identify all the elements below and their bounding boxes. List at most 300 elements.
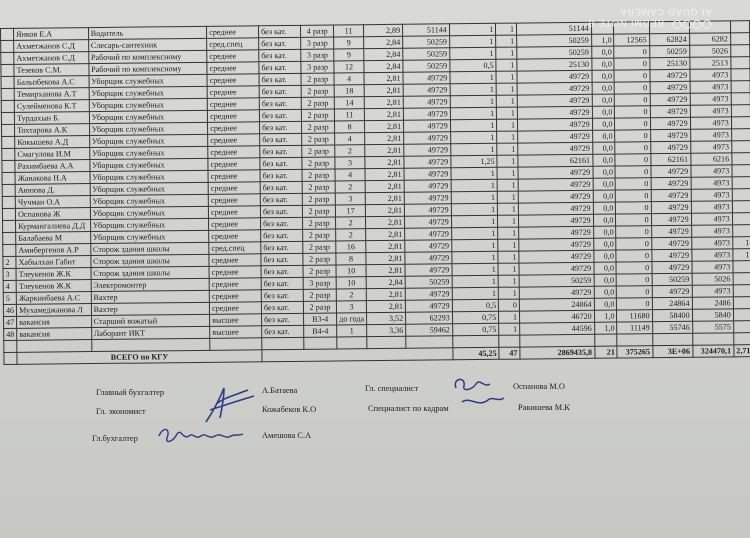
cell-num: 3 [3, 268, 16, 280]
cell-c3: 50259 [652, 273, 692, 285]
blank-cell [406, 336, 453, 348]
cell-c3: 49729 [651, 249, 691, 261]
cell-exp: до года [337, 313, 367, 325]
cell-name: Балабаева М [16, 232, 91, 245]
specialist-title: Гл. специалист [365, 384, 419, 393]
cell-grade: 3 разр [303, 277, 336, 289]
blank-cell [499, 335, 520, 347]
total-c3: 3E+06 [652, 345, 692, 357]
cell-base: 49729 [403, 72, 450, 84]
cell-num [2, 124, 15, 136]
cell-c4: 5840 [692, 309, 733, 321]
cell-position: Уборщик служебных [90, 206, 209, 219]
cell-c2: 11680 [617, 310, 652, 322]
cell-grade: 2 разр [303, 229, 336, 241]
cell-extra [733, 261, 750, 273]
cell-extra [731, 141, 750, 153]
economist-name: Кожабеков К.О [262, 405, 317, 414]
cell-position: Уборщик служебных [89, 86, 208, 99]
cell-c1: 0,0 [593, 202, 616, 214]
cell-salary: 49729 [518, 166, 593, 179]
cell-extra [730, 33, 749, 45]
specialist-name: Оспанова М.О [513, 382, 565, 391]
cell-base: 49729 [404, 132, 451, 144]
cell-units: 1 [498, 251, 519, 263]
cell-num [1, 88, 14, 100]
cell-coef: 2,81 [365, 180, 404, 192]
cell-salary: 49729 [517, 106, 592, 119]
cell-extra [731, 81, 750, 93]
cell-grade: 2 разр [302, 169, 335, 181]
cell-position: Электромонтер [91, 278, 210, 291]
cell-name: Смагулова И.М [15, 148, 90, 161]
cell-c4: 4973 [690, 93, 731, 105]
cell-salary: 24864 [519, 298, 594, 311]
cell-edu: среднее [209, 230, 261, 243]
cell-num [2, 136, 15, 148]
cell-extra: 1 [733, 249, 750, 261]
cell-position: Сторож здания школы [91, 254, 210, 267]
cell-position: Вахтер [91, 290, 210, 303]
cell-edu: среднее [207, 98, 259, 111]
cell-exp: 14 [334, 97, 364, 109]
cell-units: 1 [499, 323, 520, 335]
cell-position: Уборщик служебных [90, 218, 209, 231]
cell-grade: 4 разр [301, 25, 334, 37]
cell-rate: 1 [450, 83, 497, 95]
blank-cell [4, 340, 17, 352]
cell-coef: 2,81 [366, 300, 405, 312]
cell-salary: 49729 [518, 130, 593, 143]
cell-cat: без кат. [259, 49, 301, 61]
cell-c4: 4973 [691, 237, 732, 249]
cell-cat: без кат. [260, 145, 302, 157]
cell-c1: 1,0 [594, 310, 617, 322]
cell-salary: 50259 [519, 274, 594, 287]
cell-edu: среднее [208, 146, 260, 159]
cell-c3: 24864 [652, 297, 692, 309]
cell-grade: В3-4 [304, 313, 337, 325]
cell-coef: 2,84 [364, 60, 403, 72]
cell-base: 49729 [405, 216, 452, 228]
cell-rate: 1 [449, 47, 496, 59]
cell-position: Уборщик служебных [90, 194, 209, 207]
cell-base: 49729 [405, 288, 452, 300]
chief-accountant-title: Главный бухгалтер [96, 388, 165, 397]
watermark-line1: REDMI NOTE 8 [588, 18, 665, 28]
cell-c4: 2513 [689, 57, 730, 69]
cell-exp: 2 [336, 229, 366, 241]
cell-c2: 0 [617, 298, 652, 310]
cell-cat: без кат. [260, 121, 302, 133]
cell-position: Уборщик служебных [89, 74, 208, 87]
cell-c3: 62824 [649, 33, 689, 45]
cell-coef: 2,81 [364, 72, 403, 84]
cell-rate: 1 [449, 23, 496, 35]
chief-accountant-name: А.Батаева [262, 386, 298, 395]
total-empty-cell [4, 352, 17, 364]
cell-extra [733, 321, 750, 333]
cell-salary: 44596 [520, 322, 595, 335]
cell-grade: 2 разр [302, 181, 335, 193]
cell-coef: 2,81 [365, 168, 404, 180]
cell-exp: 10 [336, 265, 366, 277]
cell-c1: 0,0 [592, 82, 615, 94]
cell-c3: 49729 [650, 81, 690, 93]
cell-cat: без кат. [260, 157, 302, 169]
cell-name: Сулейменова К.Т [14, 100, 89, 113]
cell-units: 1 [498, 215, 519, 227]
blank-cell [304, 337, 337, 349]
cell-units: 1 [498, 203, 519, 215]
cell-c3: 49729 [650, 69, 690, 81]
cell-num [1, 100, 14, 112]
cell-c4: 4973 [690, 129, 731, 141]
cell-grade: 3 разр [301, 37, 334, 49]
cell-units: 1 [496, 71, 517, 83]
cell-c2: 0 [616, 178, 651, 190]
cell-extra [731, 129, 750, 141]
blank-cell [652, 333, 692, 345]
cell-c1: 0,0 [594, 298, 617, 310]
cell-exp: 3 [335, 193, 365, 205]
cell-c1: 0,0 [593, 214, 616, 226]
cell-name: Жаркинбаева А.С [16, 292, 91, 305]
cell-base: 50259 [403, 48, 450, 60]
total-empty-cell [262, 348, 453, 362]
cell-c3: 49729 [651, 177, 691, 189]
cell-units: 1 [498, 239, 519, 251]
cell-edu: среднее [210, 302, 262, 315]
cell-exp: 2 [335, 181, 365, 193]
cell-position: Старший вожатый [91, 314, 210, 327]
cell-salary: 49729 [519, 250, 594, 263]
watermark-line2: AI QUAD CAMERA [619, 7, 712, 17]
cell-num: 47 [4, 316, 17, 328]
cell-cat: без кат. [261, 217, 303, 229]
cell-name: Мухамеджанова Л [16, 304, 91, 317]
blank-cell [594, 334, 617, 346]
cell-base: 62293 [406, 312, 453, 324]
cell-extra [730, 21, 749, 33]
cell-rate: 1 [451, 227, 498, 239]
cell-units: 1 [497, 179, 518, 191]
cell-c4: 6216 [690, 153, 731, 165]
cell-units: 1 [497, 131, 518, 143]
cell-c4: 5575 [692, 321, 733, 333]
cell-salary: 50259 [517, 34, 592, 47]
cell-exp: 2 [336, 217, 366, 229]
cell-position: Уборщик служебных [90, 182, 209, 195]
cell-name: Амибергенов А.Р [16, 244, 91, 257]
cell-cat: без кат. [261, 253, 303, 265]
cell-extra [731, 117, 750, 129]
cell-base: 49729 [405, 228, 452, 240]
table-body [1, 21, 750, 365]
cell-extra [731, 57, 750, 69]
cell-c3: 55746 [652, 321, 692, 333]
cell-edu: среднее [208, 182, 260, 195]
cell-c2: 0 [615, 154, 650, 166]
cell-c2: 0 [616, 262, 651, 274]
cell-name: вакансия [17, 316, 92, 329]
cell-salary: 49729 [518, 178, 593, 191]
cell-coef: 2,81 [364, 108, 403, 120]
cell-c1: 0,0 [592, 94, 615, 106]
cell-coef: 2,81 [366, 228, 405, 240]
cell-base: 49729 [405, 300, 452, 312]
cell-units: 1 [497, 119, 518, 131]
cell-c2: 11149 [617, 322, 652, 334]
cell-extra [732, 189, 750, 201]
cell-cat: без кат. [261, 241, 303, 253]
cell-extra [733, 297, 750, 309]
cell-c3: 25130 [649, 57, 689, 69]
cell-rate: 1 [451, 215, 498, 227]
cell-name: Курмангалиева Д.Д [16, 220, 91, 233]
cell-edu: сред.спец [207, 38, 259, 51]
cell-base: 59462 [406, 324, 453, 336]
cell-c1: 0,0 [593, 190, 616, 202]
cell-c1: 0,0 [593, 166, 616, 178]
cell-coef: 2,81 [366, 240, 405, 252]
cell-cat: без кат. [260, 133, 302, 145]
cell-name: Ахметжанов С.Д [14, 52, 89, 65]
cell-name: Янков Е.А [14, 28, 89, 41]
cell-coef: 2,84 [364, 36, 403, 48]
cell-num: 4 [3, 280, 16, 292]
cell-coef: 2,81 [366, 252, 405, 264]
cell-units: 1 [496, 83, 517, 95]
cell-exp: 3 [335, 157, 365, 169]
cell-rate: 0,5 [452, 299, 499, 311]
cell-base: 49729 [404, 156, 451, 168]
cell-exp: 12 [334, 61, 364, 73]
cell-num [2, 196, 15, 208]
cell-coef: 2,81 [366, 288, 405, 300]
cell-num [3, 232, 16, 244]
cell-c2: 0 [614, 70, 649, 82]
blank-cell [520, 334, 595, 347]
cell-rate: 1 [449, 35, 496, 47]
cell-c3: 49729 [650, 93, 690, 105]
cell-edu: среднее [208, 158, 260, 171]
cell-rate: 0,75 [452, 323, 499, 335]
cell-c4: 4973 [690, 117, 731, 129]
cell-rate: 1 [452, 287, 499, 299]
cell-edu: среднее [207, 74, 259, 87]
cell-position: Уборщик служебных [89, 146, 208, 159]
cell-units: 1 [496, 47, 517, 59]
cell-rate: 1 [450, 95, 497, 107]
cell-c1: 0,0 [594, 286, 617, 298]
cell-units: 1 [496, 95, 517, 107]
cell-grade: 2 разр [303, 289, 336, 301]
cell-rate: 1 [452, 239, 499, 251]
cell-cat: без кат. [262, 313, 304, 325]
cell-rate: 1 [451, 167, 498, 179]
cell-c3: 49729 [650, 117, 690, 129]
cell-c4: 6282 [689, 33, 730, 45]
total-c2: 375265 [617, 346, 652, 358]
cell-units: 1 [498, 287, 519, 299]
cell-position: Сторож здания школы [90, 242, 209, 255]
economist-title: Гл. экономист [96, 407, 146, 416]
cell-cat: без кат. [260, 169, 302, 181]
cell-position: Уборщик служебных [89, 110, 208, 123]
cell-coef: 2,81 [364, 96, 403, 108]
cell-c4: 4973 [691, 201, 732, 213]
cell-extra [730, 45, 749, 57]
camera-watermark [588, 6, 712, 29]
cell-coef: 2,81 [366, 216, 405, 228]
cell-c2: 0 [614, 58, 649, 70]
cell-num [2, 184, 15, 196]
cell-exp: 8 [336, 253, 366, 265]
cell-units: 1 [496, 35, 517, 47]
cell-base: 49729 [403, 108, 450, 120]
cell-cat: без кат. [261, 301, 303, 313]
cell-units: 1 [497, 155, 518, 167]
cell-num [2, 148, 15, 160]
cell-c1: 0,0 [593, 250, 616, 262]
cell-num: 5 [3, 292, 16, 304]
cell-grade: В4-4 [304, 325, 337, 337]
cell-name: Тохтарова А.К [15, 124, 90, 137]
cell-base: 49729 [403, 96, 450, 108]
cell-units: 1 [497, 143, 518, 155]
staff-table [0, 20, 750, 365]
total-label: ВСЕГО по КГУ [17, 350, 262, 365]
blank-cell [617, 334, 652, 346]
cell-name: вакансия [17, 328, 92, 341]
cell-salary: 49729 [517, 82, 592, 95]
cell-grade: 2 разр [301, 97, 334, 109]
cell-c1: 1,0 [591, 34, 614, 46]
cell-grade: 2 разр [302, 145, 335, 157]
total-salary: 2869435,8 [520, 346, 595, 359]
cell-num [2, 208, 15, 220]
cell-name: Оспанова Ж [15, 208, 90, 221]
cell-c2: 12565 [614, 34, 649, 46]
cell-c1: 0,0 [594, 262, 617, 274]
cell-c3: 62161 [650, 153, 690, 165]
cell-salary: 49729 [519, 238, 594, 251]
cell-rate: 1 [451, 179, 498, 191]
cell-c2: 0 [615, 94, 650, 106]
cell-c4: 4973 [691, 177, 732, 189]
cell-coef: 2,81 [365, 132, 404, 144]
cell-rate: 0,5 [450, 59, 497, 71]
cell-rate: 1 [450, 71, 497, 83]
accountant-name: Амешова С.А [262, 431, 312, 440]
cell-name: Рахимбаева А.А [15, 160, 90, 173]
cell-c2: 0 [614, 46, 649, 58]
handwritten-signature-specialist [448, 372, 508, 414]
cell-edu: высшее [210, 326, 262, 339]
cell-c3: 49729 [651, 213, 691, 225]
cell-c4: 4973 [691, 189, 732, 201]
cell-base: 50259 [405, 276, 452, 288]
cell-c1: 1,0 [594, 322, 617, 334]
cell-name: Бальпбекова А.С [14, 76, 89, 89]
blank-cell [692, 333, 733, 345]
cell-name: Тлеукенов Ж.К [16, 280, 91, 293]
cell-num [2, 172, 15, 184]
cell-name: Жанакова Н.А [15, 172, 90, 185]
cell-c4: 4973 [691, 225, 732, 237]
cell-edu: среднее [209, 218, 261, 231]
cell-cat: без кат. [259, 37, 301, 49]
cell-exp: 2 [336, 289, 366, 301]
cell-name: Темирханова А.Т [14, 88, 89, 101]
blank-cell [210, 338, 262, 351]
cell-base: 51144 [403, 24, 450, 36]
hr-specialist-name: Ракишева М.К [518, 403, 570, 412]
cell-coef: 2,89 [364, 24, 403, 36]
camera-dots-icon [672, 17, 712, 29]
cell-salary: 51144 [516, 22, 591, 35]
cell-c4: 4973 [690, 69, 731, 81]
cell-units: 1 [498, 263, 519, 275]
cell-position: Уборщик служебных [89, 122, 208, 135]
cell-c4: 4973 [690, 141, 731, 153]
cell-c2: 0 [615, 82, 650, 94]
cell-exp: 10 [336, 277, 366, 289]
cell-salary: 49729 [518, 142, 593, 155]
cell-c4: 4973 [692, 285, 733, 297]
cell-grade: 2 разр [302, 157, 335, 169]
cell-edu: среднее [207, 50, 259, 63]
cell-coef: 2,81 [366, 264, 405, 276]
cell-num: 46 [3, 304, 16, 316]
cell-rate: 1 [451, 203, 498, 215]
cell-salary: 49729 [518, 202, 593, 215]
cell-c1: 0,0 [594, 274, 617, 286]
cell-position: Уборщик служебных [90, 158, 209, 171]
cell-cat: без кат. [260, 205, 302, 217]
cell-salary: 49729 [519, 262, 594, 275]
cell-base: 49729 [404, 120, 451, 132]
cell-coef: 2,81 [365, 204, 404, 216]
cell-extra [733, 285, 750, 297]
cell-cat: без кат. [261, 229, 303, 241]
cell-grade: 3 разр [301, 49, 334, 61]
cell-cat: без кат. [260, 193, 302, 205]
cell-units: 1 [498, 227, 519, 239]
cell-edu: среднее [209, 206, 261, 219]
cell-num [1, 64, 14, 76]
cell-edu: среднее [207, 26, 259, 39]
cell-position: Сторож здания школы [91, 266, 210, 279]
cell-grade: 2 разр [302, 109, 335, 121]
cell-position: Рабочий по комплексному [89, 62, 208, 75]
cell-base: 49729 [404, 180, 451, 192]
cell-base: 50259 [403, 36, 450, 48]
cell-extra [731, 93, 750, 105]
cell-c4: 4973 [692, 261, 733, 273]
cell-cat: без кат. [259, 85, 301, 97]
cell-exp: 9 [334, 49, 364, 61]
cell-grade: 2 разр [301, 85, 334, 97]
cell-name: Турдахын Б. [14, 112, 89, 125]
cell-coef: 2,81 [365, 156, 404, 168]
cell-base: 49729 [404, 144, 451, 156]
cell-base: 49729 [405, 240, 452, 252]
cell-coef: 2,81 [364, 84, 403, 96]
cell-exp: 11 [334, 109, 364, 121]
cell-salary: 49729 [517, 118, 592, 131]
